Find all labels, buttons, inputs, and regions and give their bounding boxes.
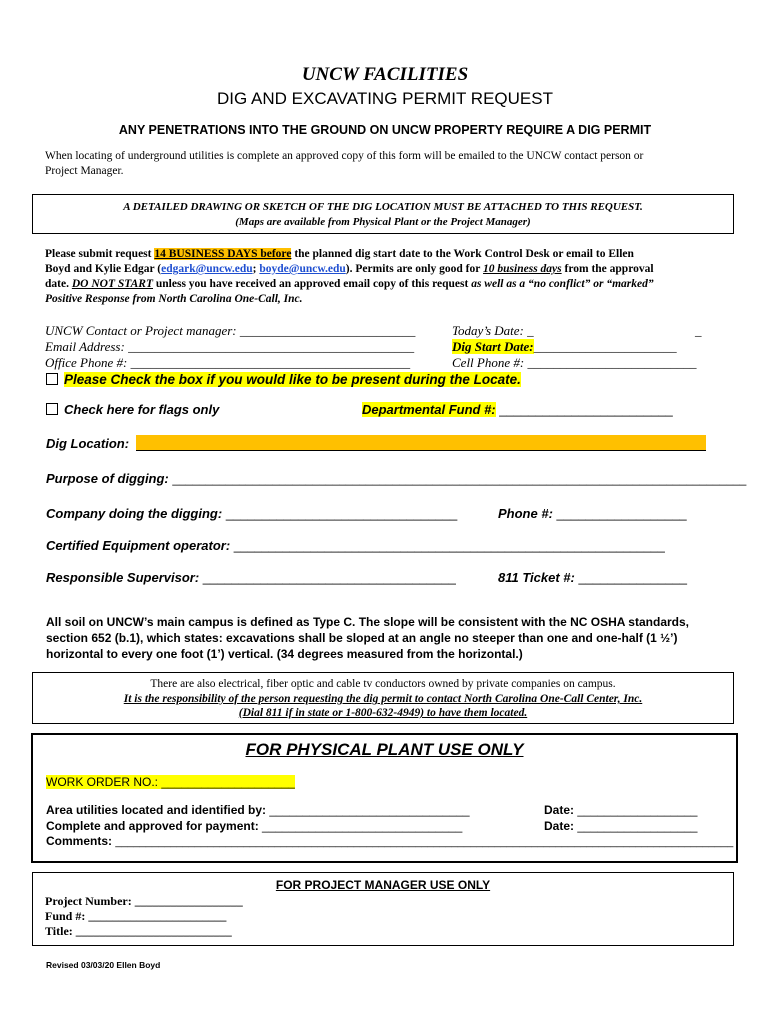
submit-line4: Positive Response from North Carolina One-Call, Inc. — [45, 293, 303, 305]
project-manager-box — [32, 872, 734, 946]
comments-field[interactable]: _____________________________________________________________________________________________________ — [115, 836, 734, 848]
submit-text: Please submit request — [45, 248, 155, 260]
submit-text: date. — [45, 278, 72, 290]
locate-checkbox-row — [46, 372, 521, 387]
purpose-field[interactable]: ______________________________________________________________________________________ — [172, 472, 747, 486]
work-order-label: WORK ORDER NO.: — [46, 775, 162, 789]
office-phone-row — [45, 355, 410, 371]
comments-row — [46, 834, 733, 848]
drawing-required-box — [32, 194, 734, 234]
dig-start-field[interactable]: ______________________ — [533, 339, 677, 354]
complete-approved-label: Complete and approved for payment: — [46, 819, 263, 833]
conductors-box — [32, 672, 734, 724]
conductors-line3: (Dial 811 if in state or 1-800-632-4949) to have them located. — [238, 707, 528, 719]
project-number-label: Project Number: — [45, 894, 135, 908]
complete-approved-field[interactable]: ______________________________ — [262, 819, 463, 833]
submit-text: unless you have received an approved email copy of this request — [153, 278, 472, 290]
complete-date-field[interactable]: __________________ — [577, 819, 698, 833]
company-row — [46, 506, 457, 521]
soil-line1: All soil on UNCW’s main campus is defined as Type C. The slope will be consistent with the NC OSHA standards, — [46, 615, 689, 629]
area-date-field[interactable]: __________________ — [577, 803, 698, 817]
soil-line2: section 652 (b.1), which states: excavations shall be sloped at an angle no steeper than one and one-half (1 ½’) — [46, 631, 678, 645]
dig-start-label: Dig Start Date: — [452, 339, 534, 354]
ticket-row — [498, 570, 687, 585]
complete-date-label: Date: — [544, 819, 578, 833]
submit-text: the planned dig start date to the Work Control Desk or email to Ellen — [291, 248, 634, 260]
drawing-required-line2: (Maps are available from Physical Plant or the Project Manager) — [235, 216, 531, 228]
contact-manager-label: UNCW Contact or Project manager: — [45, 323, 240, 338]
email-link-boyde[interactable]: boyde@uncw.edu — [259, 263, 346, 275]
pm-fund-row — [45, 909, 226, 924]
org-title: UNCW FACILITIES — [301, 64, 469, 85]
office-phone-field[interactable]: ___________________________________________ — [130, 355, 411, 370]
submit-line3 — [45, 278, 654, 290]
pm-fund-field[interactable]: _______________________ — [88, 909, 227, 923]
purpose-row — [46, 471, 746, 486]
area-utilities-field[interactable]: ______________________________ — [269, 803, 470, 817]
submit-line1 — [45, 248, 634, 260]
operator-label: Certified Equipment operator: — [46, 538, 234, 553]
contact-manager-field[interactable]: ___________________________ — [239, 323, 416, 338]
area-date-row — [544, 803, 697, 817]
email-address-row — [45, 339, 414, 355]
comments-label: Comments: — [46, 834, 116, 848]
dig-permit-notice: ANY PENETRATIONS INTO THE GROUND ON UNCW PROPERTY REQUIRE A DIG PERMIT — [118, 123, 652, 137]
company-label: Company doing the digging: — [46, 506, 226, 521]
dig-location-field[interactable] — [136, 435, 706, 451]
physical-plant-title: FOR PHYSICAL PLANT USE ONLY — [245, 740, 524, 759]
ticket-field[interactable]: _______________ — [578, 570, 687, 585]
submit-text: ; — [252, 263, 260, 275]
area-date-label: Date: — [544, 803, 578, 817]
flags-checkbox[interactable] — [46, 403, 58, 415]
operator-field[interactable]: ______________________________________________________________ — [233, 539, 665, 553]
business-days-highlight: 14 BUSINESS DAYS before — [154, 248, 292, 260]
do-not-start: DO NOT START — [71, 278, 153, 290]
project-manager-title: FOR PROJECT MANAGER USE ONLY — [275, 878, 491, 892]
intro-text-line2: Project Manager. — [45, 165, 124, 177]
form-title: DIG AND EXCAVATING PERMIT REQUEST — [217, 89, 553, 108]
company-phone-row — [498, 506, 687, 521]
area-utilities-label: Area utilities located and identified by: — [46, 803, 270, 817]
departmental-fund-label: Departmental Fund #: — [362, 402, 496, 417]
pm-title-label: Title: — [45, 924, 76, 938]
submit-text: from the approval — [561, 263, 654, 275]
revision-note: Revised 03/03/20 Ellen Boyd — [46, 960, 161, 970]
work-order-field[interactable]: ____________________ — [161, 775, 295, 789]
pm-title-row — [45, 924, 232, 939]
intro-text-line1: When locating of underground utilities is complete an approved copy of this form will be emailed to the UNCW contact person or — [45, 150, 644, 162]
conductors-line1: There are also electrical, fiber optic and cable tv conductors owned by private companies on campus. — [150, 678, 616, 690]
locate-checkbox[interactable] — [46, 373, 58, 385]
conductors-line2: It is the responsibility of the person requesting the dig permit to contact North Carolina One-Call Center, Inc. — [123, 693, 643, 705]
cell-phone-row — [452, 355, 696, 371]
pm-title-field[interactable]: __________________________ — [75, 924, 232, 938]
submit-text: ). Permits are only good for — [345, 263, 484, 275]
cell-phone-field[interactable]: __________________________ — [527, 355, 697, 370]
supervisor-field[interactable]: ___________________________________ — [202, 570, 456, 585]
cell-phone-label: Cell Phone #: — [452, 355, 528, 370]
area-utilities-row — [46, 803, 470, 817]
supervisor-row — [46, 570, 456, 585]
project-number-row — [45, 894, 243, 909]
pm-fund-label: Fund #: — [45, 909, 89, 923]
dig-start-row — [452, 339, 677, 355]
company-field[interactable]: ________________________________ — [225, 506, 458, 521]
todays-date-tail: _ — [695, 323, 702, 338]
submit-text: Boyd and Kylie Edgar ( — [45, 263, 162, 275]
flags-checkbox-row — [46, 402, 219, 417]
dig-location-label: Dig Location: — [46, 436, 130, 451]
submit-line2 — [45, 263, 654, 275]
complete-date-row — [544, 819, 697, 833]
project-number-field[interactable]: __________________ — [134, 894, 243, 908]
departmental-fund-field[interactable]: ________________________ — [499, 402, 673, 417]
validity-period: 10 business days — [483, 263, 562, 275]
fund-row — [362, 402, 673, 417]
email-link-edgark[interactable]: edgark@uncw.edu — [161, 263, 253, 275]
email-address-field[interactable]: ____________________________________________ — [128, 339, 415, 354]
drawing-required-line1: A DETAILED DRAWING OR SKETCH OF THE DIG LOCATION MUST BE ATTACHED TO THIS REQUEST. — [123, 201, 643, 213]
company-phone-label: Phone #: — [498, 506, 557, 521]
operator-row — [46, 538, 665, 553]
supervisor-label: Responsible Supervisor: — [46, 570, 203, 585]
email-address-label: Email Address: — [45, 339, 129, 354]
soil-line3: horizontal to every one foot (1’) vertical. (34 degrees measured from the horizontal.) — [46, 647, 523, 661]
office-phone-label: Office Phone #: — [45, 355, 131, 370]
company-phone-field[interactable]: __________________ — [556, 506, 687, 521]
locate-checkbox-label: Please Check the box if you would like to be present during the Locate. — [64, 372, 521, 387]
contact-manager-row — [45, 323, 415, 339]
work-order-row — [46, 775, 295, 789]
todays-date-label[interactable]: Today’s Date: _ — [452, 323, 534, 338]
purpose-label: Purpose of digging: — [46, 471, 173, 486]
flags-checkbox-label: Check here for flags only — [64, 402, 220, 417]
physical-plant-box — [31, 733, 738, 863]
complete-approved-row — [46, 819, 462, 833]
no-conflict-text: as well as a “no conflict” or “marked” — [471, 278, 654, 290]
ticket-label: 811 Ticket #: — [498, 570, 579, 585]
